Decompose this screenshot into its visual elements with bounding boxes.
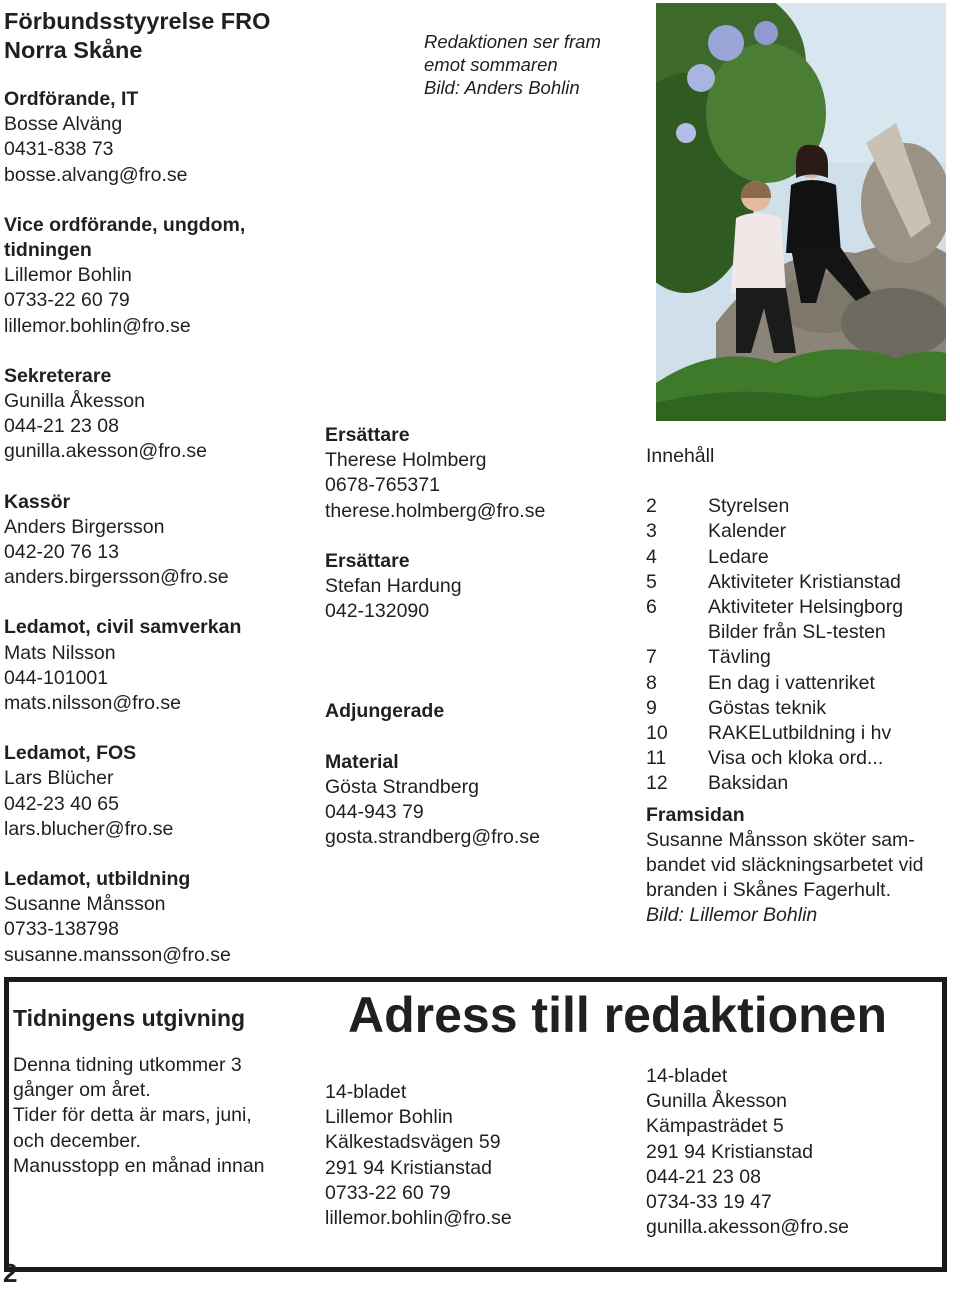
address-line: Kälkestadsvägen 59 — [325, 1131, 501, 1154]
toc-page — [646, 620, 708, 645]
list-item — [646, 746, 924, 771]
address-line: Kämpasträdet 5 — [646, 1115, 784, 1138]
list-item — [646, 620, 924, 645]
member-phone: 042-23 40 65 — [4, 792, 119, 815]
address-line: Gunilla Åkesson — [646, 1090, 787, 1113]
list-item — [646, 696, 924, 721]
address-line: 291 94 Kristianstad — [325, 1156, 492, 1179]
list-item — [646, 595, 924, 620]
publication-line: och december. — [13, 1129, 141, 1152]
contents-heading: Innehåll — [646, 445, 715, 467]
member-email[interactable]: anders.birgersson@fro.se — [4, 566, 229, 589]
member-role: Ersättare — [325, 549, 410, 572]
member-email[interactable]: bosse.alvang@fro.se — [4, 163, 188, 186]
member-phone: 042-132090 — [325, 600, 430, 623]
cover-text: Susanne Månsson sköter sam- — [646, 828, 915, 851]
member-name: Susanne Månsson — [4, 893, 166, 916]
caption-line: emot sommaren — [424, 54, 558, 75]
toc-title: Baksidan — [708, 772, 789, 795]
list-item — [646, 545, 924, 570]
toc-title: Aktiviteter Helsingborg — [708, 596, 904, 619]
toc-title: Ledare — [708, 545, 769, 568]
member-email[interactable]: susanne.mansson@fro.se — [4, 943, 231, 966]
publication-line: Tider för detta är mars, juni, — [13, 1104, 252, 1127]
toc-title: RAKELutbildning i hv — [708, 722, 892, 745]
member-email[interactable]: therese.holmberg@fro.se — [325, 499, 546, 522]
member-email[interactable]: lars.blucher@fro.se — [4, 817, 174, 840]
member-role: Vice ordförande, ungdom, — [4, 213, 246, 236]
member-role: Kassör — [4, 490, 71, 513]
member-phone: 044-101001 — [4, 666, 109, 689]
page-number: 2 — [3, 1258, 18, 1288]
middle-column — [325, 423, 545, 850]
address-line: 291 94 Kristianstad — [646, 1140, 813, 1163]
list-item — [646, 519, 924, 544]
member-phone: 044-21 23 08 — [4, 415, 119, 438]
toc-title: Tävling — [708, 646, 771, 669]
member-role: Ledamot, utbildning — [4, 868, 191, 891]
toc-title: Visa och kloka ord... — [708, 747, 884, 770]
cover-text: branden i Skånes Fagerhult. — [646, 879, 891, 902]
toc-title: Kalender — [708, 520, 787, 543]
member-name: Gunilla Åkesson — [4, 390, 145, 413]
member-email[interactable]: gunilla.akesson@fro.se — [4, 440, 207, 463]
member-name: Gösta Strandberg — [325, 775, 479, 798]
address-line: 044-21 23 08 — [646, 1165, 761, 1188]
address-line: Lillemor Bohlin — [325, 1106, 453, 1129]
caption-line: Redaktionen ser fram — [424, 31, 601, 52]
member-phone: 0431-838 73 — [4, 138, 114, 161]
address-box-title: Adress till redaktionen — [348, 987, 888, 1043]
member-name: Mats Nilsson — [4, 641, 116, 664]
list-item — [646, 721, 924, 746]
address-email[interactable]: lillemor.bohlin@fro.se — [325, 1207, 512, 1230]
member-role: Ordförande, IT — [4, 88, 139, 110]
member-phone: 0678-765371 — [325, 474, 440, 497]
member-name: Therese Holmberg — [325, 449, 487, 472]
member-name: Stefan Hardung — [325, 575, 462, 598]
board-title-line1: Förbundsstyyrelse FRO — [4, 8, 271, 34]
board-column — [4, 7, 270, 968]
toc-title: Aktiviteter Kristianstad — [708, 570, 901, 593]
cover-credit: Bild: Lillemor Bohlin — [646, 904, 818, 927]
toc-page: 5 — [646, 570, 657, 593]
list-item — [646, 494, 924, 519]
address-1 — [325, 1080, 512, 1231]
member-role: Ledamot, FOS — [4, 742, 137, 765]
address-email[interactable]: gunilla.akesson@fro.se — [646, 1216, 849, 1239]
toc-page: 4 — [646, 545, 657, 568]
list-item — [646, 645, 924, 670]
toc-title: Göstas teknik — [708, 696, 827, 719]
address-line: 0733-22 60 79 — [325, 1181, 451, 1204]
photo-caption — [424, 30, 601, 99]
publication-text — [13, 1053, 265, 1179]
member-phone: 0733-138798 — [4, 918, 119, 941]
member-name: Anders Birgersson — [4, 515, 165, 538]
toc-title: Styrelsen — [708, 495, 790, 518]
toc-page: 10 — [646, 722, 668, 745]
member-phone: 0733-22 60 79 — [4, 289, 130, 312]
member-name: Lars Blücher — [4, 767, 114, 790]
publication-line: Manusstopp en månad innan — [13, 1154, 265, 1177]
co-opted-heading: Adjungerade — [325, 700, 445, 723]
toc-page: 12 — [646, 772, 668, 795]
address-line: 14-bladet — [325, 1081, 407, 1103]
address-line: 0734-33 19 47 — [646, 1191, 772, 1214]
list-item — [646, 671, 924, 696]
member-role: Ersättare — [325, 424, 410, 446]
member-role: Ledamot, civil samverkan — [4, 616, 242, 639]
publication-heading: Tidningens utgivning — [13, 1005, 246, 1031]
toc-page: 8 — [646, 671, 657, 694]
list-item — [646, 771, 924, 796]
member-phone: 042-20 76 13 — [4, 541, 119, 564]
publication-line: gånger om året. — [13, 1079, 151, 1102]
member-email[interactable]: gosta.strandberg@fro.se — [325, 826, 540, 849]
toc-title: En dag i vattenriket — [708, 671, 875, 694]
toc-page: 7 — [646, 646, 657, 669]
cover-text: bandet vid släckningsarbetet vid — [646, 854, 924, 877]
member-email[interactable]: mats.nilsson@fro.se — [4, 692, 181, 715]
toc-page: 2 — [646, 495, 657, 518]
member-role: tidningen — [4, 239, 92, 262]
publication-line: Denna tidning utkommer 3 — [13, 1054, 242, 1076]
board-title-line2: Norra Skåne — [4, 37, 143, 63]
address-line: 14-bladet — [646, 1065, 728, 1087]
address-2 — [646, 1064, 849, 1240]
toc-page: 3 — [646, 520, 657, 543]
member-role: Sekreterare — [4, 364, 112, 387]
toc-page: 9 — [646, 696, 657, 719]
member-name: Lillemor Bohlin — [4, 264, 132, 287]
toc-page: 11 — [646, 747, 667, 770]
cover-heading: Framsidan — [646, 803, 745, 826]
table-of-contents — [646, 444, 924, 929]
member-name: Bosse Alväng — [4, 113, 123, 136]
toc-title: Bilder från SL-testen — [708, 621, 886, 644]
caption-credit: Bild: Anders Bohlin — [424, 77, 580, 98]
member-email[interactable]: lillemor.bohlin@fro.se — [4, 314, 191, 337]
member-phone: 044-943 79 — [325, 801, 424, 824]
list-item — [646, 570, 924, 595]
member-role: Material — [325, 750, 399, 773]
editorial-photo — [656, 3, 946, 421]
toc-page: 6 — [646, 596, 657, 619]
